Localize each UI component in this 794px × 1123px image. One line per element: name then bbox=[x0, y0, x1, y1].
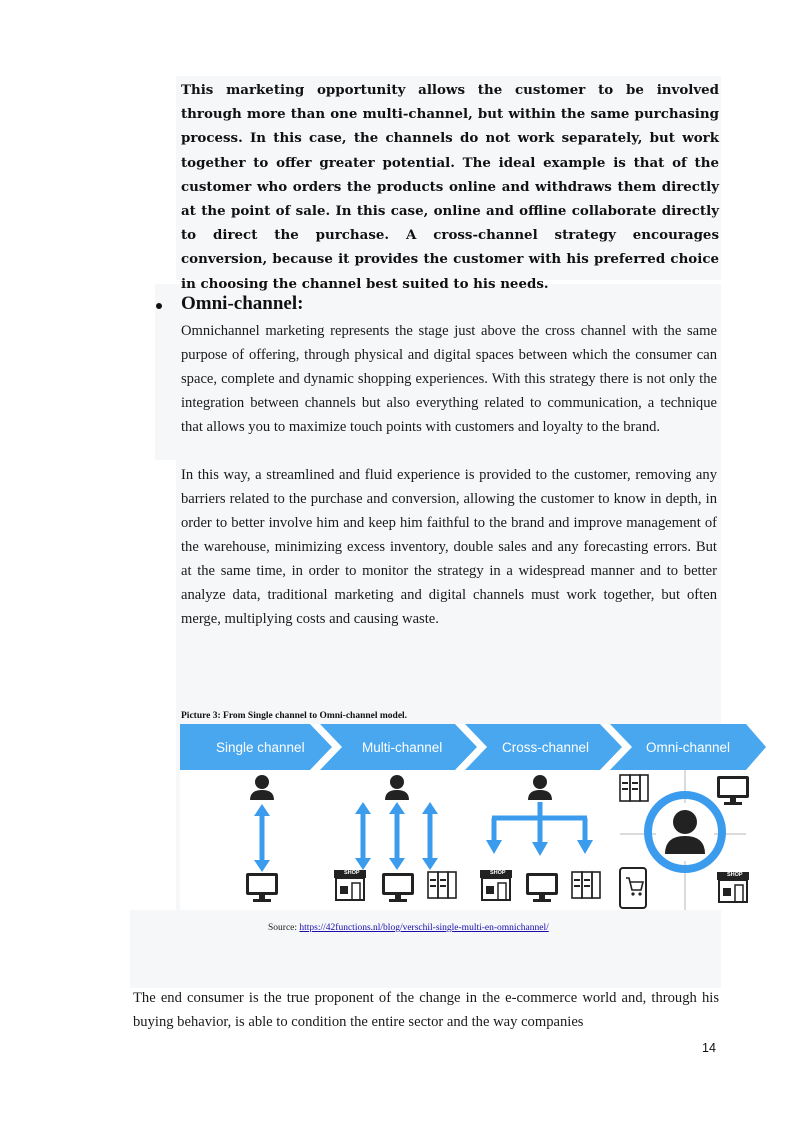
bottom-paragraph: The end consumer is the true proponent of the change in the e-commerce world and, through his buying behavior, is able to condition the entire sector and the way companies bbox=[133, 990, 719, 1030]
cross-channel-paragraph: This marketing opportunity allows the customer to be involved through more than one multi-channel, but within the same purchasing process. In this case, the channels do not work separately, but work together to offer greater potential. The ideal example is that of the customer who orders the products online and withdraws them directly at the point of sale. In this case, online and offline collaborate directly to direct the purchase. A cross-channel strategy encourages conversion, because it provides the customer with his preferred choice in choosing the channel best suited to his needs. bbox=[181, 82, 719, 292]
arrow-multi-1 bbox=[355, 802, 371, 870]
cross-channel-branch-arrows bbox=[486, 802, 593, 856]
stage-label-multi: Multi-channel bbox=[362, 740, 443, 755]
shop-sign-cross: SHOP bbox=[490, 870, 506, 876]
arrow-multi-2 bbox=[389, 802, 405, 870]
source-prefix: Source: bbox=[268, 923, 300, 933]
catalog-icon-cross bbox=[572, 872, 600, 898]
monitor-icon-multi bbox=[382, 873, 414, 902]
customer-icon-cross bbox=[528, 775, 552, 800]
figure-caption: Picture 3: From Single channel to Omni-channel model. bbox=[181, 711, 408, 721]
customer-icon-multi bbox=[385, 775, 409, 800]
page-number: 14 bbox=[702, 1041, 716, 1055]
arrow-multi-3 bbox=[422, 802, 438, 870]
stage-label-single: Single channel bbox=[216, 740, 305, 755]
mobile-cart-icon bbox=[620, 868, 646, 908]
shop-sign-omni: SHOP bbox=[727, 872, 743, 878]
omni-paragraph-2: In this way, a streamlined and fluid experience is provided to the customer, removing any barriers related to the purchase and conversion, allowing the customer to know in depth, in order to better involve him and keep him faithful to the brand and improve management of the warehouse, minimizing excess inventory, double sales and any forecasting errors. But at the same time, in order to monitor the strategy in a widespread manner and to better analyze data, traditional marketing and digital channels must work together, but often merge, multiplying costs and causing waste. bbox=[181, 467, 717, 627]
figure-source bbox=[268, 923, 549, 933]
stage-label-omni: Omni-channel bbox=[646, 740, 731, 755]
omni-paragraph-1: Omnichannel marketing represents the stage just above the cross channel with the same purpose of offering, through physical and digital spaces between which the consumer can space, complete and dynamic shopping experiences. With this strategy there is not only the integration between channels but also everything related to communication, a technique that allows you to maximize touch points with customers and loyalty to the brand. bbox=[181, 323, 717, 435]
arrow-single bbox=[254, 804, 270, 872]
omni-channel-heading: Omni-channel: bbox=[181, 293, 304, 314]
highlight-panel-bottom bbox=[130, 910, 721, 988]
stage-label-cross: Cross-channel bbox=[502, 740, 590, 755]
monitor-icon-single bbox=[246, 873, 278, 902]
catalog-icon-multi bbox=[428, 872, 456, 898]
monitor-icon-cross bbox=[526, 873, 558, 902]
channel-diagram bbox=[180, 770, 766, 910]
monitor-icon-omni bbox=[717, 776, 749, 805]
customer-icon-single bbox=[250, 775, 274, 800]
source-link[interactable]: https://42functions.nl/blog/verschil-single-multi-en-omnichannel/ bbox=[299, 923, 549, 933]
shop-sign-multi: SHOP bbox=[344, 870, 360, 876]
bullet-icon bbox=[156, 303, 162, 309]
channel-banner bbox=[180, 724, 766, 770]
catalog-icon-omni bbox=[620, 775, 648, 801]
